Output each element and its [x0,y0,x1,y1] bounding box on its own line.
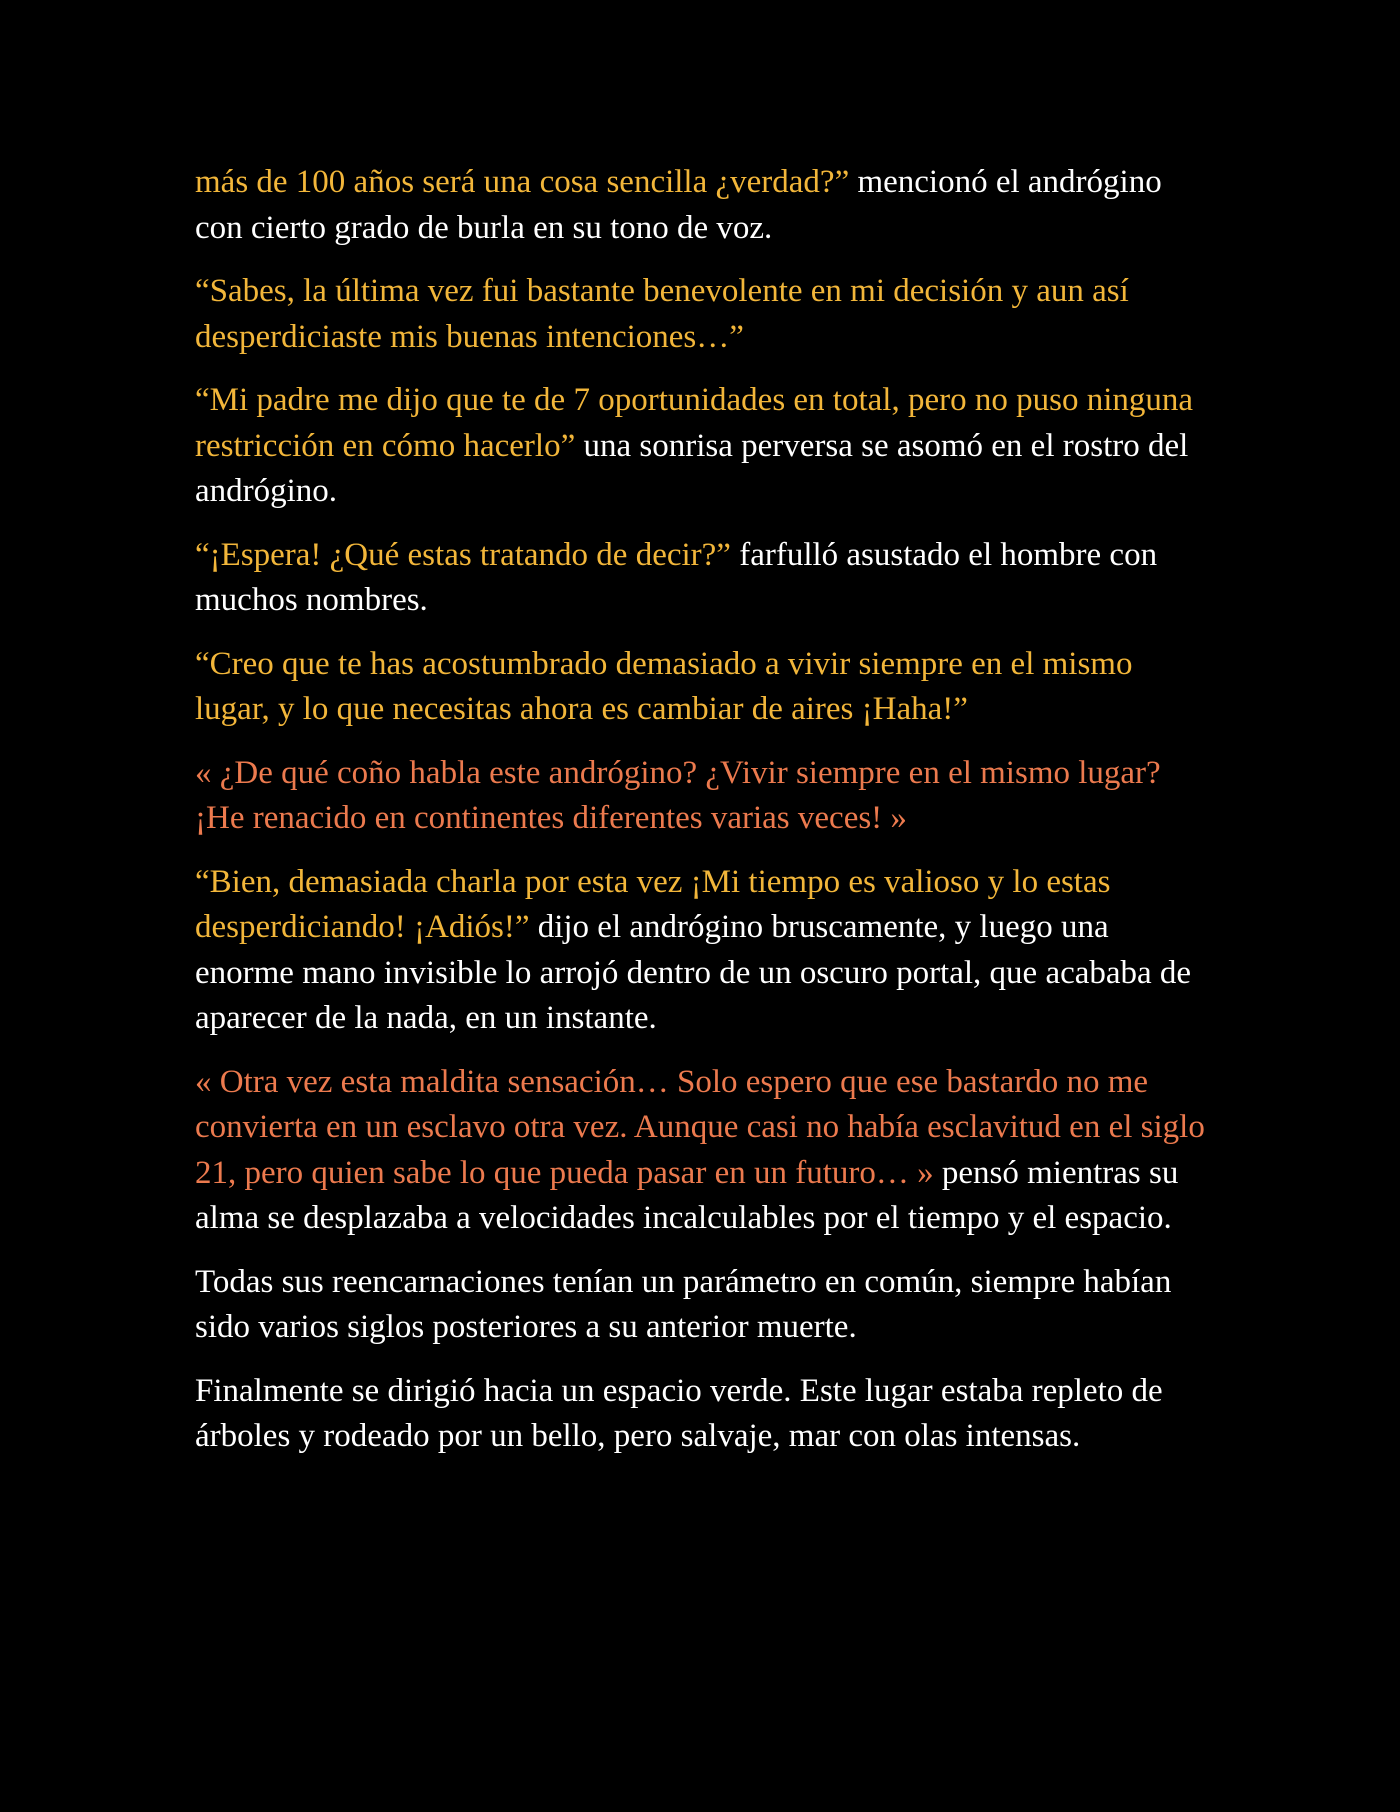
thought-text: « Otra vez esta maldita sensación… Solo espero que ese bastardo no me convierta en un esclavo otra vez. Aunque casi no había esclavitud en el siglo 21, pero quien sabe lo que pueda pasar en un futuro… » [195,1063,1205,1191]
dialogue-text: “Bien, demasiada charla por esta vez ¡Mi tiempo es valioso y lo estas desperdiciando! ¡Adiós!” [195,863,1111,945]
thought-text: « ¿De qué coño habla este andrógino? ¿Vivir siempre en el mismo lugar? ¡He renacido en continentes diferentes varias veces! » [195,754,1161,836]
story-page [195,160,1215,1478]
narration-text: una sonrisa perversa se asomó en el rostro del andrógino. [195,427,1189,509]
narration-text: pensó mientras su alma se desplazaba a velocidades incalculables por el tiempo y el espacio. [195,1154,1179,1236]
narration-text: Todas sus reencarnaciones tenían un parámetro en común, siempre habían sido varios siglos posteriores a su anterior muerte. [195,1263,1172,1345]
dialogue-text: más de 100 años será una cosa sencilla ¿verdad?” [195,164,850,200]
paragraph-3 [195,378,1215,515]
paragraph-2 [195,269,1215,360]
dialogue-text: “Mi padre me dijo que te de 7 oportunidades en total, pero no puso ninguna restricción en cómo hacerlo” [195,382,1194,464]
paragraph-8 [195,1060,1215,1242]
paragraph-4 [195,533,1215,624]
paragraph-5 [195,642,1215,733]
narration-text: farfulló asustado el hombre con muchos nombres. [195,536,1158,618]
dialogue-text: “Sabes, la última vez fui bastante benevolente en mi decisión y aun así desperdiciaste mis buenas intenciones…” [195,273,1129,355]
dialogue-text: “Creo que te has acostumbrado demasiado a vivir siempre en el mismo lugar, y lo que necesitas ahora es cambiar de aires ¡Haha!” [195,645,1133,727]
narration-text: Finalmente se dirigió hacia un espacio verde. Este lugar estaba repleto de árboles y rodeado por un bello, pero salvaje, mar con olas intensas. [195,1372,1163,1454]
paragraph-10 [195,1369,1215,1460]
dialogue-text: “¡Espera! ¿Qué estas tratando de decir?” [195,536,731,573]
narration-text: mencionó el andrógino con cierto grado de burla en su tono de voz. [195,164,1162,246]
paragraph-7 [195,860,1215,1042]
paragraph-1 [195,160,1215,251]
narration-text: dijo el andrógino bruscamente, y luego una enorme mano invisible lo arrojó dentro de un oscuro portal, que acababa de aparecer de la nada, en un instante. [195,909,1192,1036]
paragraph-9 [195,1260,1215,1351]
paragraph-6 [195,751,1215,842]
